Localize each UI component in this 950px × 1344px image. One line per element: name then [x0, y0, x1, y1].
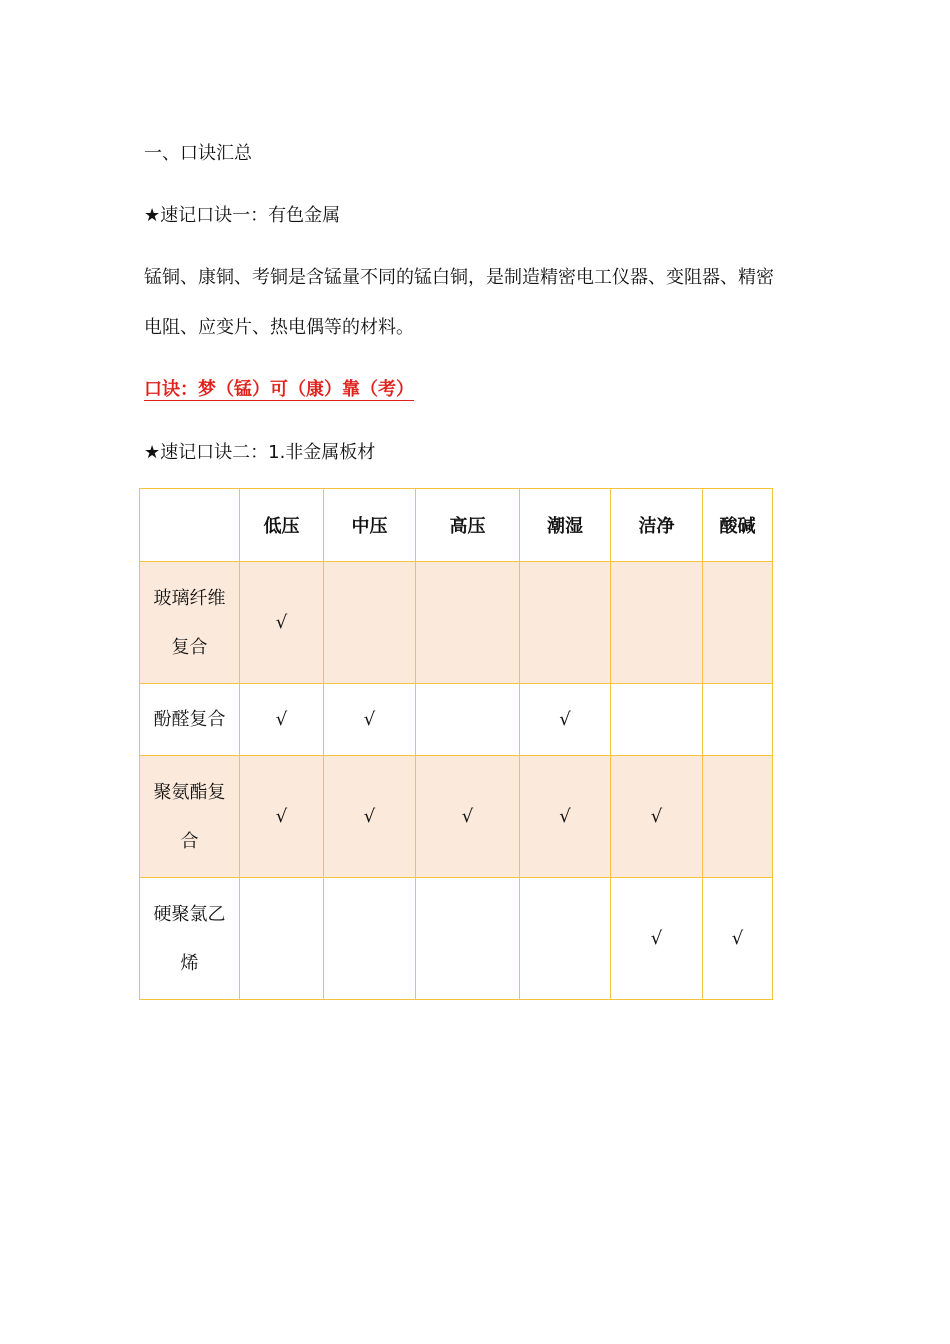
- paragraph-line-2: 电阻、应变片、热电偶等的材料。: [144, 317, 414, 338]
- check-cell: √: [703, 878, 773, 1000]
- header-cell-humid: 潮湿: [520, 489, 611, 562]
- mnemonic-text: 口诀：梦（锰）可（康）靠（考）: [144, 379, 414, 400]
- check-cell: [324, 878, 416, 1000]
- check-cell: √: [611, 878, 703, 1000]
- check-cell: [520, 878, 611, 1000]
- check-cell: √: [240, 684, 324, 756]
- table-row: [140, 562, 773, 684]
- check-cell: √: [520, 684, 611, 756]
- check-cell: [703, 756, 773, 878]
- check-cell: √: [611, 756, 703, 878]
- subsection-title-nonmetal-board: ★速记口诀二：1.非金属板材: [144, 442, 376, 463]
- materials-table: [139, 488, 773, 1000]
- table-row: [140, 878, 773, 1000]
- check-cell: [611, 562, 703, 684]
- check-cell: √: [520, 756, 611, 878]
- check-cell: [416, 684, 520, 756]
- check-cell: [240, 878, 324, 1000]
- row-label: 酚醛复合: [140, 684, 240, 756]
- paragraph-line-1: 锰铜、康铜、考铜是含锰量不同的锰白铜，是制造精密电工仪器、变阻器、精密: [144, 267, 774, 288]
- check-cell: [324, 562, 416, 684]
- row-label: 硬聚氯乙烯: [140, 878, 240, 1000]
- check-cell: [416, 878, 520, 1000]
- check-cell: √: [324, 684, 416, 756]
- header-cell-medium-pressure: 中压: [324, 489, 416, 562]
- check-cell: [703, 684, 773, 756]
- header-cell-empty: [140, 489, 240, 562]
- table-row: [140, 684, 773, 756]
- check-cell: √: [240, 756, 324, 878]
- row-label: 玻璃纤维复合: [140, 562, 240, 684]
- check-cell: [520, 562, 611, 684]
- header-cell-clean: 洁净: [611, 489, 703, 562]
- header-cell-low-pressure: 低压: [240, 489, 324, 562]
- row-label: 聚氨酯复合: [140, 756, 240, 878]
- check-cell: [416, 562, 520, 684]
- section-heading: 一、口诀汇总: [144, 143, 252, 164]
- table-row: [140, 756, 773, 878]
- table-header-row: [140, 489, 773, 562]
- check-cell: √: [324, 756, 416, 878]
- header-cell-acid-alkali: 酸碱: [703, 489, 773, 562]
- check-cell: [703, 562, 773, 684]
- check-cell: √: [240, 562, 324, 684]
- subsection-title-nonferrous: ★速记口诀一：有色金属: [144, 205, 341, 226]
- check-cell: √: [416, 756, 520, 878]
- check-cell: [611, 684, 703, 756]
- header-cell-high-pressure: 高压: [416, 489, 520, 562]
